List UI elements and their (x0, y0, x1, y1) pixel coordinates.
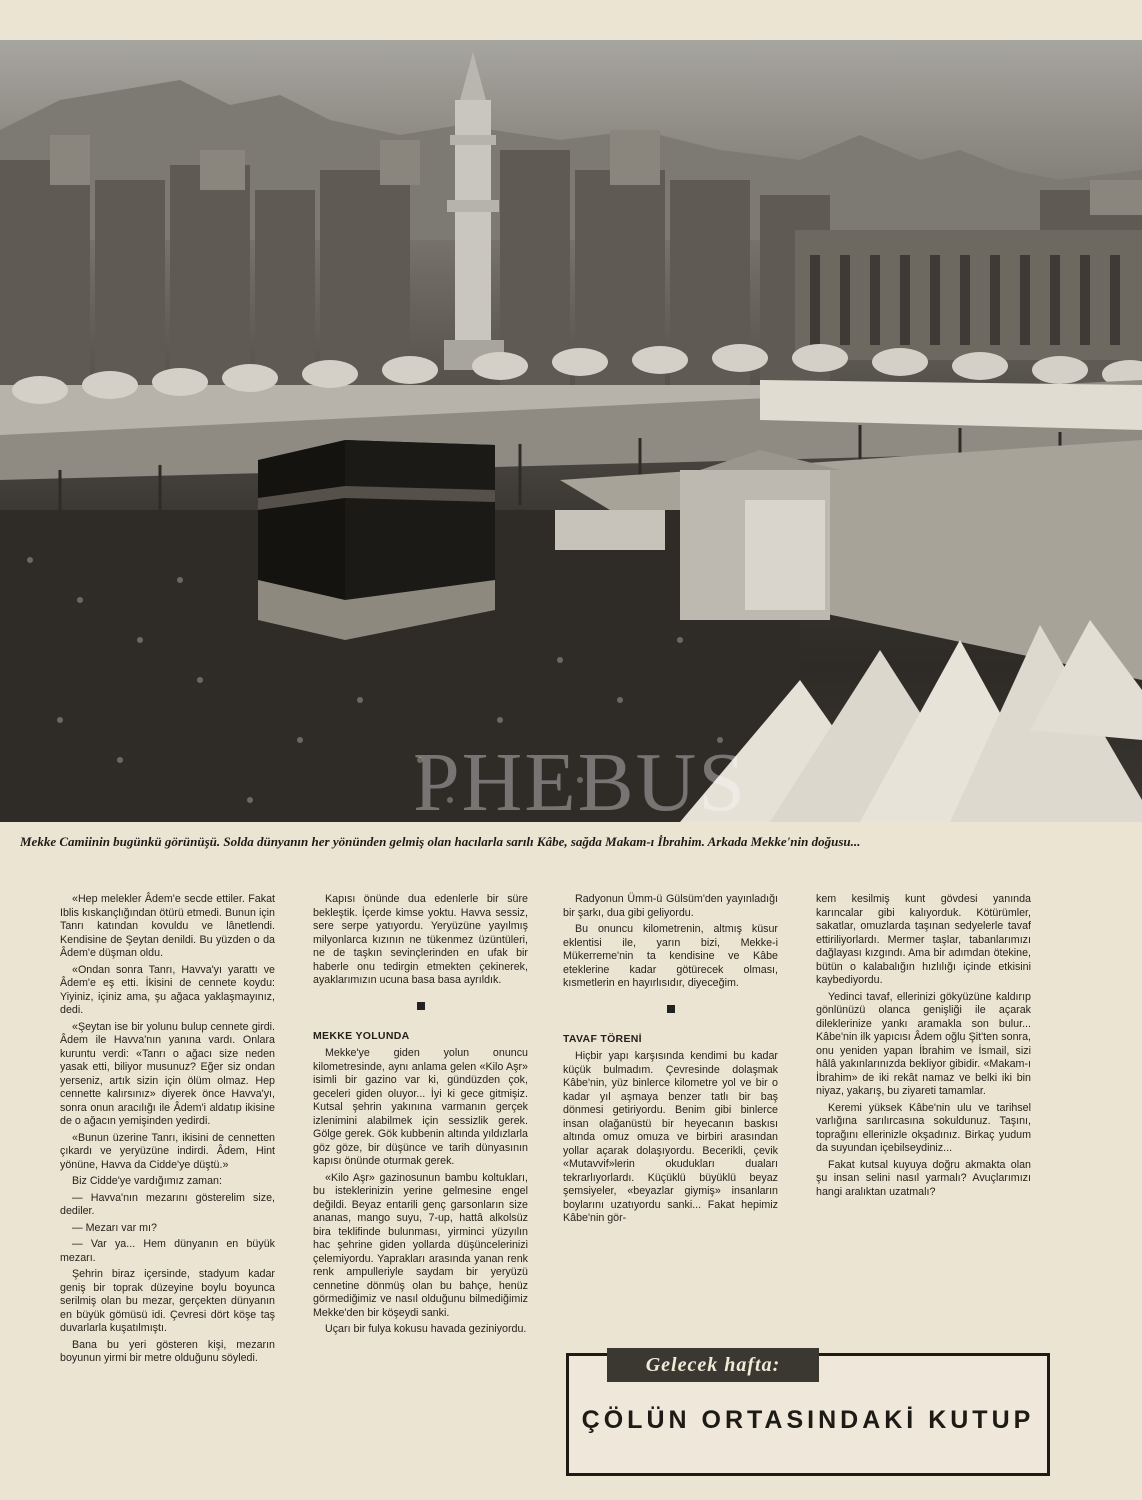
next-week-box (566, 1353, 1050, 1476)
section-separator (417, 1002, 425, 1010)
paragraph: «Hep melekler Âdem'e secde ettiler. Fakat Iblis kıskançlığından ötürü etmedi. Bunun için Tanrı katından kovuldu ve lânetlendi. Kendisine de Şeytan denildi. Bu yüzden o da Âdem'e düşman oldu. (60, 893, 275, 959)
section-heading: TAVAF TÖRENİ (563, 1032, 642, 1045)
paragraph: — Mezarı var mı? (72, 1221, 157, 1234)
mecca-photo (0, 40, 1142, 822)
paragraph: «Kilo Aşr» gazinosunun bambu koltukları, bu isteklerinizin yerine gelmesine engel değildi. Beyaz entarili genç garsonların size ananas, mango suyu, 7-up, hattâ alkolsüz bira teklifinde bulunması, yirminci yüzyılın hac şehrine giden yollarda düşüncelerinizi çelemiyordu. Yaprakları arasında yanan renk renk ampulleriyle saydam bir yeryüzü cennetine dönmüş olan bu bahçe, henüz görmediğimiz ve nasıl olduğunu bilmediğimiz Mekke'den bir köşeydi sanki. (313, 1171, 528, 1319)
text-column-1 (60, 893, 275, 1369)
section-heading: MEKKE YOLUNDA (313, 1029, 410, 1042)
paragraph: «Bunun üzerine Tanrı, ikisini de cennetten çıkardı ve yeryüzüne indirdi. Âdem, Hint yönüne, Havva da Cidde'ye düştü.» (60, 1131, 275, 1171)
paragraph: «Ondan sonra Tanrı, Havva'yı yarattı ve Âdem'e eş etti. İkisini de cennete koydu: Yiyiniz, içiniz ama, şu ağaca yaklaşmayınız, dedi. (60, 963, 275, 1016)
paragraph: Biz Cidde'ye vardığımız zaman: (72, 1175, 222, 1187)
paragraph: Yedinci tavaf, ellerinizi gökyüzüne kaldırıp gönlünüzü olanca genişliği ile açarak dileklerinize yankı aramakla son bulur... Kâbe'nin ilk yapıcısı Âdem oğlu Şit'ten sonra, onu yeniden yapan İbrahim ve İsmail, sizi hâlâ yakınlarınızda bekliyor gibidir. «Makam-ı İbrahim» de iki rekât namaz ve belki iki bin niyaz, yakarış, bu ziyareti tamamlar. (816, 990, 1031, 1097)
paragraph: Fakat kutsal kuyuya doğru akmakta olan şu insan selini nasıl yarmalı? Avuçlarımızı hangi aralıktan uzatmalı? (816, 1158, 1031, 1198)
text-column-4 (816, 893, 1031, 1202)
paragraph: Radyonun Ümm-ü Gülsüm'den yayınladığı bir şarkı, dua gibi geliyordu. (563, 893, 778, 919)
paragraph: — Var ya... Hem dünyanın en büyük mezarı. (60, 1238, 275, 1264)
paragraph: Uçarı bir fulya kokusu havada geziniyordu. (325, 1323, 527, 1335)
section-separator (667, 1005, 675, 1013)
paragraph: «Şeytan ise bir yolunu bulup cennete girdi. Âdem ile Havva'nın yanına vardı. Onlara kuruntu verdi: «Tanrı o ağacı size neden yasak etti, biliyor musunuz? Eğer siz ondan yerseniz, artık sizin için ölüm olmaz. Hep cennette kalırsınız» diyerek önce Havva'yı, sonra onun aracılığı ile Âdem'i aldatıp ikisine de o ağacın yemişinden yedirdi. (60, 1020, 275, 1127)
mecca-photo-illustration (0, 40, 1142, 822)
paragraph: kem kesilmiş kunt gövdesi yanında karıncalar gibi kalıyorduk. Kötürümler, sakatlar, omuzlarda taşınan sedyelerle tavaf ettiriliyorlardı. Mermer taşlar, tabanlarımızı dağlayası kızgındı. Ama bir adımdan ötekine, bütün o kalabalığın hızlılığı içinde etkisini kaybediyordu. (816, 893, 1031, 986)
paragraph: Şehrin biraz içersinde, stadyum kadar geniş bir toprak düzeyine boylu boyunca serilmiş olan bu mezar, gerçekten dünyanın en büyük gömüsü idi. Çevresi dört köşe taş duvarlarla kuşatılmıştı. (60, 1268, 275, 1334)
text-column-2 (313, 893, 528, 1340)
paragraph: — Havva'nın mezarını gösterelim size, dediler. (60, 1191, 275, 1217)
photo-caption: Mekke Camiinin bugünkü görünüşü. Solda dünyanın her yönünden gelmiş olan hacılarla sarılı Kâbe, sağda Makam-ı İbrahim. Arkada Mekke'nin doğusu... (20, 834, 861, 849)
paragraph: Bu onuncu kilometrenin, altmış küsur eklentisi ile, yarın bizi, Mekke-i Mükerreme'nin ta kendisine ve Kâbe eteklerine kadar götürecek olması, kısmetlerin en hayırlısıdır, diyeceğim. (563, 923, 778, 989)
paragraph: Keremi yüksek Kâbe'nin ulu ve tarihsel varlığına sarılırcasına sokuldunuz. Taşını, toprağını ellerinizle okşadınız. Birkaç yudum da suyundan içebilseydiniz... (816, 1101, 1031, 1154)
next-week-title: ÇÖLÜN ORTASINDAKİ KUTUP (581, 1406, 1035, 1434)
watermark: PHEBUS (412, 736, 748, 822)
paragraph: Kapısı önünde dua edenlerle bir süre bekleştik. İçerde kimse yoktu. Havva sessiz, sere serpe yatıyordu. Yeryüzüne yayılmış milyonlarca kızının ne tükenmez üzüntüleri, ne de taşkın sevinçlerinden en ufak bir haberle onu tedirgin etmekten çekinerek, ayaklarımızın ucuna basa basa ayrıldık. (313, 893, 528, 986)
text-column-3 (563, 893, 778, 1229)
paragraph: Bana bu yeri gösteren kişi, mezarın boyunun yirmi bir metre olduğunu söyledi. (60, 1338, 275, 1364)
paragraph: Hiçbir yapı karşısında kendimi bu kadar küçük bulmadım. Çevresinde dolaşmak Kâbe'nin, yüz binlerce kilometre yol ve bir o kadar yıl aşmaya benzer tatlı bir baş dönmesi getiriyordu. Benim gibi binlerce insan olağanüstü bir heyecanın baskısı altında omuz omuza ve birbiri arasından yollar açarak dolaşıyordu. Becerikli, çevik «Mutavvif»lerin okudukları duaları tekrarlıyorlardı. Küçüklü büyüklü beyaz şemsiyeler, «beyazlar giymiş» insanların boylarını uzatıyordu sanki... Fakat hepimiz Kâbe'nin gör- (563, 1050, 778, 1224)
paragraph: Mekke'ye giden yolun onuncu kilometresinde, aynı anlama gelen «Kilo Aşr» isimli bir gazino var ki, gündüzden çok, geceleri giden oluyor... İyi ki gece gitmişiz. Kutsal şehrin yakınına varmanın gerçek izlenimini alabilmek için sessizlik gerek. Gölge gerek. Gök kubbenin altında yıldızlarla göz göze, bir düşünce ve tarih dünyasının kapısı önünde oturmak gerek. (313, 1047, 528, 1167)
next-week-label: Gelecek hafta: (607, 1348, 819, 1382)
